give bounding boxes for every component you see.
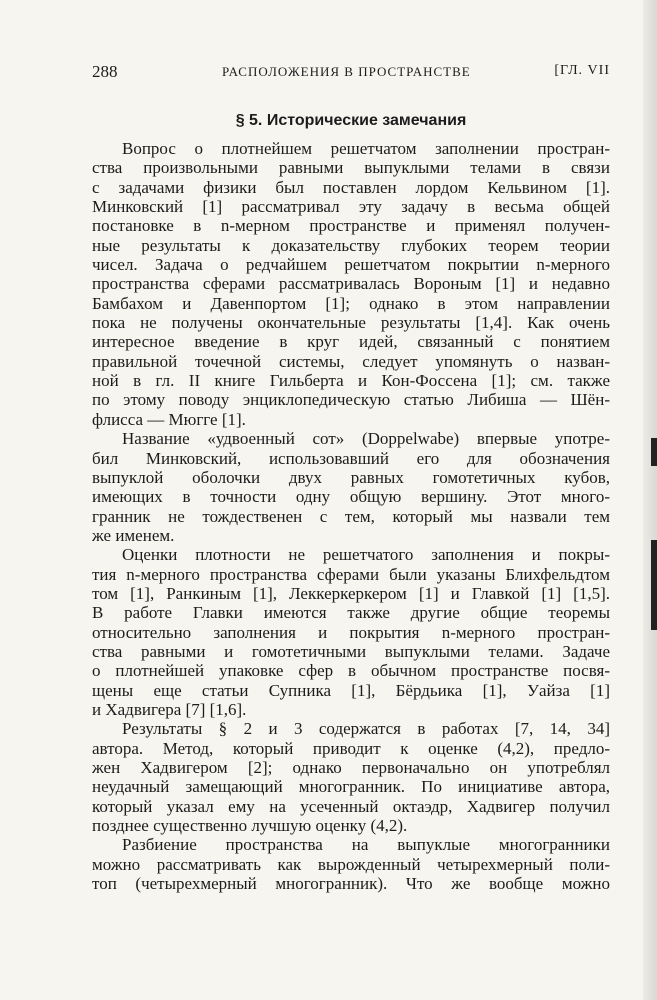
text-line: пространства сферами рассматривалась Вороным [1] и недавно [92, 274, 610, 294]
body-text [92, 139, 610, 893]
text-line: Бамбахом и Давенпортом [1]; однако в этом направлении [92, 293, 610, 313]
text-line: правильной точечной системы, следует упомянуть о назван- [92, 351, 610, 371]
text-line: неудачный замещающий многогранник. По инициативе автора, [92, 777, 610, 797]
text-line: бил Минковский, использовавший его для обозначения [92, 448, 610, 468]
text-line: имеющих в точности одну общую вершину. Этот много- [92, 487, 610, 507]
page-header [92, 62, 610, 82]
text-line: ной в гл. II книге Гильберта и Кон-Фоссена [1]; см. также [92, 371, 610, 391]
text-line: том [1], Ранкиным [1], Леккеркеркером [1] и Главкой [1] [1,5]. [92, 583, 610, 603]
text-line: Вопрос о плотнейшем решетчатом заполнении простран- [122, 139, 610, 158]
text-line: Разбиение пространства на выпуклые многогранники [122, 835, 610, 855]
text-line: по этому поводу энциклопедическую статью Либиша — Шён- [92, 390, 610, 410]
text-line: щены еще статьи Супника [1], Бёрдьика [1], Уайза [1] [92, 680, 610, 700]
text-line: гранник не тождественен с тем, который мы назвали тем [92, 506, 610, 526]
text-line: автора. Метод, который приводит к оценке (4,2), предло- [92, 738, 610, 758]
text-line: Результаты § 2 и 3 содержатся в работах [7, 14, 34] [122, 719, 610, 739]
text-line: жен Хадвигером [2]; однако первоначально он употреблял [92, 758, 610, 777]
text-line: Оценки плотности не решетчатого заполнения и покры- [122, 545, 610, 565]
text-line: флисса — Мюгге [1]. [92, 409, 246, 429]
page-number: 288 [92, 62, 118, 81]
text-line: Название «удвоенный сот» (Doppelwabe) впервые употре- [122, 429, 610, 449]
text-line: же именем. [92, 525, 175, 545]
text-line: с задачами физики был поставлен лордом Кельвином [1]. [92, 177, 610, 197]
text-line: интересное введение в круг идей, связанный с понятием [92, 332, 610, 352]
text-line: В работе Главки имеются также другие общие теоремы [92, 603, 610, 623]
running-title: РАСПОЛОЖЕНИЯ В ПРОСТРАНСТВЕ [222, 64, 471, 79]
section-title: § 5. Исторические замечания [235, 112, 467, 129]
text-line: тия n-мерного пространства сферами были указаны Блихфельдтом [92, 564, 610, 584]
scan-edge [643, 0, 657, 1000]
text-line: можно рассматривать как вырожденный четырехмерный поли- [92, 854, 610, 874]
text-line: ства равными и гомотетичными выпуклыми телами. Задаче [92, 641, 610, 661]
text-line: топ (четырехмерный многогранник). Что же вообще можно [92, 874, 610, 894]
text-line: чисел. Задача о редчайшем решетчатом покрытии n-мерного [92, 255, 610, 275]
text-line: о плотнейшей упаковке сфер в обычном пространстве посвя- [92, 661, 610, 681]
text-line: пока не получены окончательные результаты [1,4]. Как очень [92, 313, 610, 333]
text-line: ные результаты к доказательству глубоких теорем теории [92, 235, 610, 255]
text-line: ства произвольными равными выпуклыми телами в связи [92, 158, 610, 178]
text-line: постановке в n-мерном пространстве и применял получен- [92, 216, 610, 236]
text-line: и Хадвигера [7] [1,6]. [92, 699, 247, 719]
page-edge-marker [651, 540, 657, 630]
text-line: выпуклой оболочки двух равных гомотетичных кубов, [92, 467, 610, 487]
text-line: позднее существенно лучшую оценку (4,2). [92, 816, 408, 836]
chapter-label: [ГЛ. VII [554, 63, 610, 78]
text-line: Минковский [1] рассматривал эту задачу в весьма общей [92, 197, 610, 217]
text-line: который указал ему на усеченный октаэдр, Хадвигер получил [92, 796, 610, 816]
text-line: относительно заполнения и покрытия n-мерного простран- [92, 622, 610, 642]
page-edge-marker [651, 438, 657, 466]
